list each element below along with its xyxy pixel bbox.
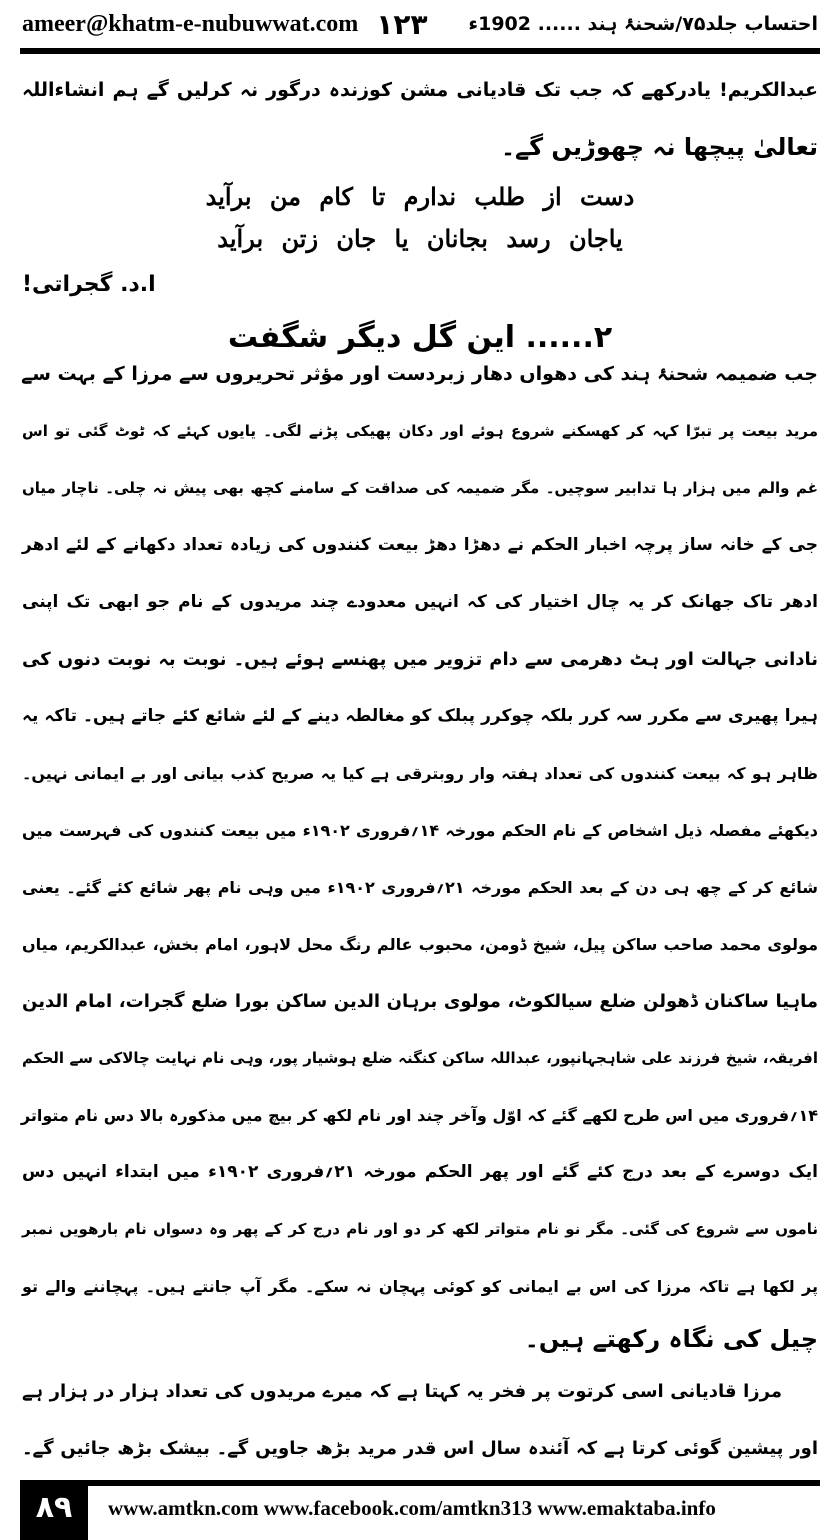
verse-line: یاجان رسد بجانان یا جان زتن برآید xyxy=(217,224,623,253)
text-line: اور پیشین گوئی کرتا ہے کہ آئندہ سال اس قدر مرید بڑھ جاویں گے۔ بیشک بڑھ جائیں گے۔ xyxy=(22,1438,818,1459)
text-line: افریقہ، شیخ فرزند علی شاہجہانپور، عبداللہ ساکن کنگنہ ضلع ہوشیار پور، وہی نام نہایت چالاکی سے الحکم xyxy=(22,1049,818,1067)
text-line: ظاہر ہو کہ بیعت کنندوں کی تعداد ہفتہ وار روبترقی ہے کیا یہ صریح کذب بیانی اور بے ایمانی نہیں۔ xyxy=(22,764,818,783)
text-line: مرید بیعت پر تبرّا کہہ کر کھسکنے شروع ہوئے اور دکان پھیکی پڑنے لگی۔ یایوں کہئے کہ ٹوٹ گئی تو اس xyxy=(22,422,818,440)
text-line: غم والم میں ہزار ہا تدابیر سوچیں۔ مگر ضمیمہ کی صداقت کے سامنے کچھ بھی پیش نہ چلی۔ ناچار میاں xyxy=(22,479,818,497)
text-line: شائع کر کے چھ ہی دن کے بعد الحکم مورخہ ۲۱؍فروری ۱۹۰۲ء میں وہی نام پھر شائع کئے گئے۔ یعنی xyxy=(22,878,819,897)
header-email: ameer@khatm-e-nubuwwat.com xyxy=(22,10,359,37)
text-line: جب ضمیمہ شحنۂ ہند کی دھواں دھار زبردست اور مؤثر تحریروں سے مرزا کے بہت سے xyxy=(21,363,818,385)
footer-links: www.amtkn.com www.facebook.com/amtkn313 www.emaktaba.info xyxy=(108,1496,716,1520)
text-line: ماہیا ساکنان ڈھولن ضلع سیالکوٹ، مولوی برہان الدین ساکن بورا ضلع گجرات، امام الدین xyxy=(22,991,818,1012)
text-line: مرزا قادیانی اسی کرتوت پر فخر یہ کہتا ہے کہ میرے مریدوں کی تعداد ہزار در ہزار ہے xyxy=(22,1381,782,1402)
header-title: احتساب جلد۷۵/شحنۂ ہند ...... 1902ء xyxy=(468,13,818,35)
text-line: ناموں سے شروع کی گئی۔ مگر نو نام متواتر لکھ کر دو اور نام درج کر کے پھر وہ دسواں نام بارھویں نمبر xyxy=(22,1220,818,1238)
footer-rule xyxy=(20,1480,820,1486)
text-line: چیل کی نگاہ رکھتے ہیں۔ xyxy=(524,1325,818,1353)
body-text xyxy=(22,346,818,1477)
text-line: عبدالکریم! یادرکھے کہ جب تک قادیانی مشن کوزندہ درگور نہ کرلیں گے ہم انشاءاللہ xyxy=(22,79,818,101)
text-line: پر لکھا ہے تاکہ مرزا کی اس بے ایمانی کو کوئی پہچان نہ سکے۔ مگر آپ جانتے ہیں۔ پہچاننے والے تو xyxy=(22,1277,818,1296)
header-page-number: ۱۲۳ xyxy=(376,7,428,41)
text-line: جی کے خانہ ساز پرچہ اخبار الحکم نے دھڑا دھڑ بیعت کنندوں کی زیادہ تعداد دکھانے کے لئے ادھر xyxy=(22,535,818,555)
footer-page-number: ۸۹ xyxy=(20,1480,88,1540)
verse-line: دست از طلب ندارم تا کام من برآید xyxy=(205,182,635,211)
text-line: ۱۴؍فروری میں اس طرح لکھے گئے کہ اوّل وآخر چند اور نام لکھ کر بیچ میں مذکورہ بالا دس نام متواتر xyxy=(20,1106,818,1125)
text-line: ادھر تاک جھانک کر یہ چال اختیار کی کہ انہیں معدودے چند مریدوں کے نام جو ابھی تک اپنی xyxy=(22,592,818,612)
header-left xyxy=(22,8,428,41)
header-rule xyxy=(20,48,820,54)
page-header xyxy=(22,8,818,40)
text-line: ایک دوسرے کے بعد درج کئے گئے اور پھر الحکم مورخہ ۲۱؍فروری ۱۹۰۲ء میں ابتداء انہیں دس xyxy=(22,1162,818,1182)
text-line: دیکھئے مفصلہ ذیل اشخاص کے نام الحکم مورخہ ۱۴؍فروری ۱۹۰۲ء میں بیعت کنندوں کی فہرست میں xyxy=(22,821,818,840)
text-line: ہیرا پھیری سے مکرر سہ کرر بلکہ چوکرر پبلک کو مغالطہ دینے کے لئے شائع کئے جاتے ہیں۔ تاکہ یہ xyxy=(22,706,818,726)
text-line: تعالیٰ پیچھا نہ چھوڑیں گے۔ xyxy=(500,133,818,161)
section-heading: ۲...... این گل دیگر شگفت xyxy=(227,320,613,355)
intro-block xyxy=(22,62,818,366)
signature: ا.د. گجراتی! xyxy=(22,272,156,297)
text-line: مولوی محمد صاحب ساکن پیل، شیخ ڈومن، محبوب عالم رنگ محل لاہور، امام بخش، عبدالکریم، میاں xyxy=(22,935,818,954)
text-line: نادانی جہالت اور ہٹ دھرمی سے دام تزویر میں پھنسے ہوئے ہیں۔ نوبت بہ نوبت دنوں کی xyxy=(22,649,818,670)
